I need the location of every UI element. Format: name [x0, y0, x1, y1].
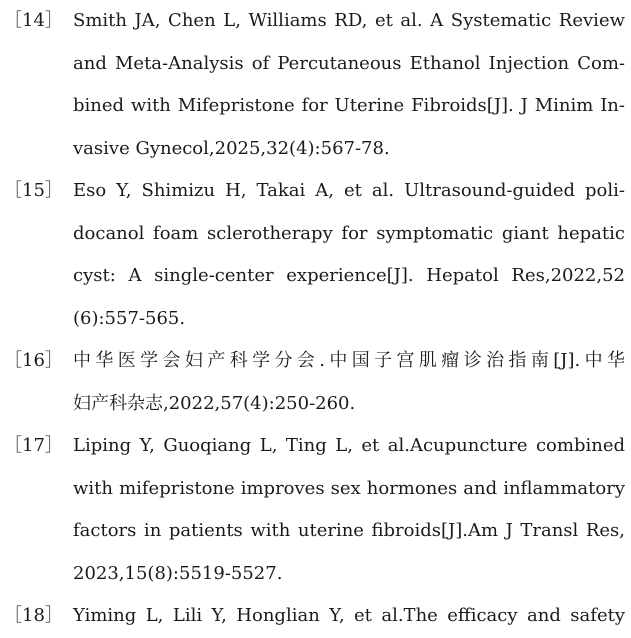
reference-line: Liping Y, Guoqiang L, Ting L, et al.Acupuncture combined [73, 435, 625, 456]
reference-line: and Meta-Analysis of Percutaneous Ethanol Injection Com- [73, 52, 625, 74]
reference-number: ［14］ [4, 10, 63, 31]
reference-line: Eso Y, Shimizu H, Takai A, et al. Ultrasound-guided poli- [73, 180, 625, 201]
reference-line: factors in patients with uterine fibroids[J].Am J Transl Res, [73, 520, 625, 541]
reference-line: with mifepristone improves sex hormones and inflammatory [73, 477, 625, 499]
reference-number: ［17］ [4, 435, 63, 456]
reference-number: ［18］ [4, 605, 63, 626]
reference-line: (6):557-565. [73, 307, 186, 329]
reference-number: ［15］ [4, 180, 63, 201]
reference-line: cyst: A single-center experience[J]. Hepatol Res,2022,52 [73, 265, 625, 286]
reference-line: docanol foam sclerotherapy for symptomatic giant hepatic [73, 222, 625, 244]
reference-line: vasive Gynecol,2025,32(4):567-78. [73, 137, 390, 159]
reference-number: ［16］ [4, 350, 63, 371]
reference-line: 中华医学会妇产科学分会.中国子宫肌瘤诊治指南[J].中华 [73, 350, 625, 371]
reference-line: 妇产科杂志,2022,57(4):250-260. [73, 392, 356, 414]
reference-line: Smith JA, Chen L, Williams RD, et al. A Systematic Review [73, 10, 625, 31]
reference-line: Yiming L, Lili Y, Honglian Y, et al.The efficacy and safety [73, 605, 625, 626]
reference-line: bined with Mifepristone for Uterine Fibroids[J]. J Minim In- [73, 95, 625, 116]
reference-line: 2023,15(8):5519-5527. [73, 562, 283, 584]
